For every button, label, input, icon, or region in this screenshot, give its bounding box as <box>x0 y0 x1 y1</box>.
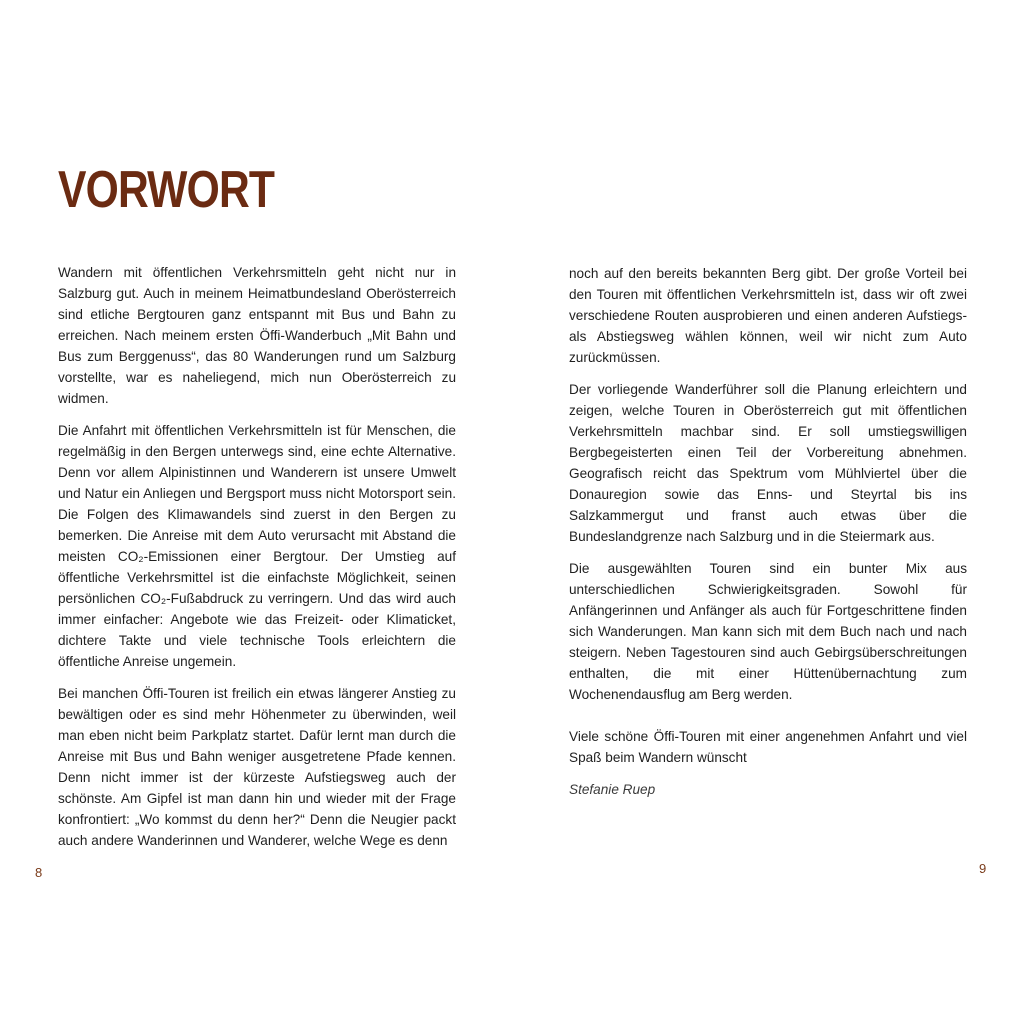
paragraph: Die ausgewählten Touren sind ein bunter Mix aus unterschiedlichen Schwierigkeitsgraden. Sowohl für Anfängerinnen und Anfänger als auch für Fortgeschrittene finden sich Wanderungen. Man kann sich mit dem Buch nach und nach steigern. Neben Tagestouren sind auch Gebirgsüberschreitungen enthalten, die mit einer Hüttenübernachtung zum Wochenendausflug am Berg werden. <box>569 561 967 702</box>
paragraph: Bei manchen Öffi-Touren ist freilich ein etwas längerer Anstieg zu bewältigen oder es sind mehr Höhenmeter zu überwinden, weil man eben nicht beim Parkplatz startet. Dafür lernt man durch die Anreise mit Bus und Bahn weniger ausgetretene Pfade kennen. Denn nicht immer ist der kürzeste Aufstiegsweg auch der schönste. Am Gipfel ist man dann hin und wieder mit der Frage konfrontiert: „Wo kommst du denn her?“ Denn die Neugier packt auch andere Wanderinnen und Wanderer, welche Wege es denn <box>58 686 456 848</box>
closing-paragraph: Viele schöne Öffi-Touren mit einer angenehmen Anfahrt und viel Spaß beim Wandern wünscht <box>569 729 967 765</box>
page-number-left: 8 <box>35 865 43 880</box>
left-text-column <box>58 262 456 862</box>
paragraph: Wandern mit öffentlichen Verkehrsmitteln geht nicht nur in Salzburg gut. Auch in meinem Heimatbundesland Oberösterreich sind etliche Bergtouren ganz entspannt mit Bus und Bahn zu erreichen. Nach meinem ersten Öffi-Wanderbuch „Mit Bahn und Bus zum Berggenuss“, das 80 Wanderungen rund um Salzburg vorstellte, war es naheliegend, mich nun Oberösterreich zu widmen. <box>58 265 456 406</box>
author-signature: Stefanie Ruep <box>569 782 656 797</box>
paragraph: Der vorliegende Wanderführer soll die Planung erleichtern und zeigen, welche Touren in Oberösterreich gut mit öffentlichen Verkehrsmitteln machbar sind. Er soll umstiegswilligen Bergbegeisterten einen Teil der Vorbereitung abnehmen. Geografisch reicht das Spektrum vom Mühlviertel über die Donauregion sowie das Enns- und Steyrtal bis ins Salzkammergut und franst auch etwas über die Bundeslandgrenze nach Salzburg und in die Steiermark aus. <box>569 382 967 544</box>
paragraph: Die Anfahrt mit öffentlichen Verkehrsmitteln ist für Menschen, die regelmäßig in den Bergen unterwegs sind, eine echte Alternative. Denn vor allem Alpinistinnen und Wanderern ist unsere Umwelt und Natur ein Anliegen und Bergsport muss nicht Motorsport sein. Die Folgen des Klimawandels sind zuerst in den Bergen zu bemerken. Die Anreise mit dem Auto verursacht mit Abstand die meisten CO₂-Emissionen einer Bergtour. Der Umstieg auf öffentliche Verkehrsmittel ist die einfachste Möglichkeit, seinen persönlichen CO₂-Fußabdruck zu verringern. Und das wird auch immer einfacher: Angebote wie das Freizeit- oder Klimaticket, dichtere Takte und viele technische Tools erleichtern die öffentliche Anreise ungemein. <box>58 423 456 669</box>
page-number-right: 9 <box>979 861 987 876</box>
page-title: VORWORT <box>58 161 275 219</box>
right-text-column <box>569 263 967 800</box>
paragraph: noch auf den bereits bekannten Berg gibt. Der große Vorteil bei den Touren mit öffentlichen Verkehrsmitteln ist, dass wir oft zwei verschiedene Routen ausprobieren und einen anderen Aufstiegs- als Abstiegsweg wählen können, weil wir nicht zum Auto zurückmüssen. <box>569 266 967 365</box>
